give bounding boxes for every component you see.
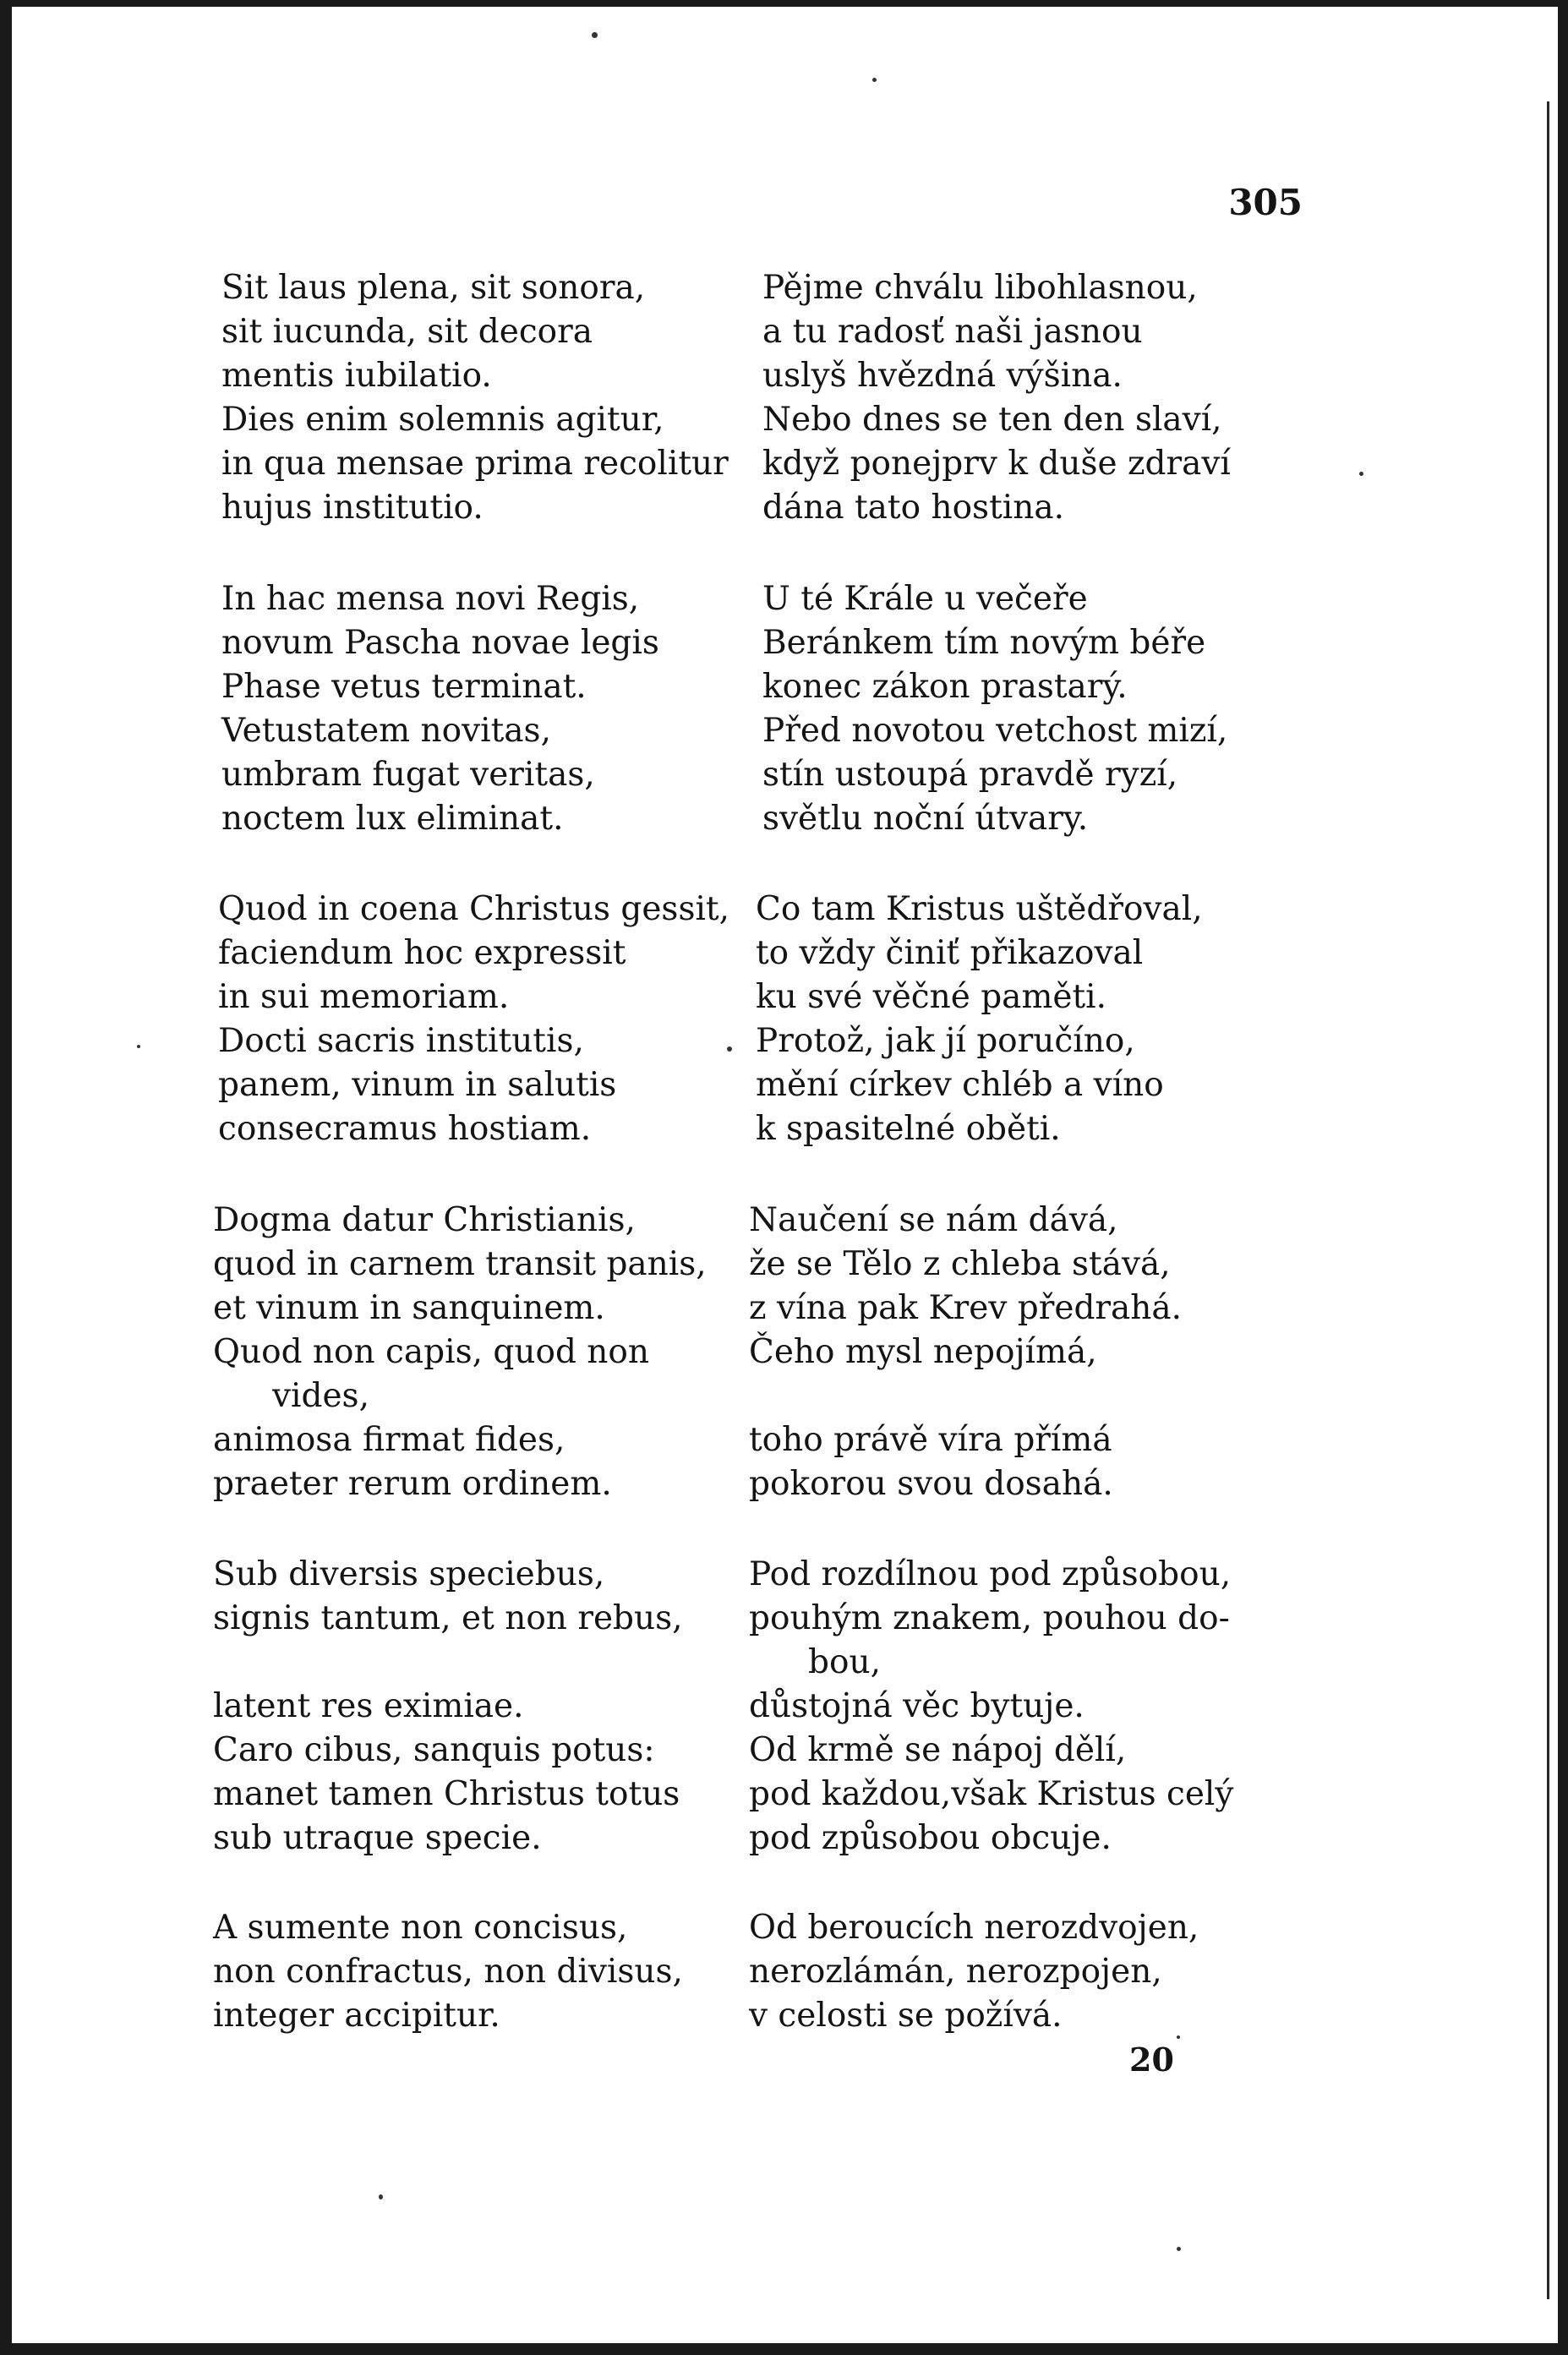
czech-line (749, 1374, 1182, 1418)
latin-line: in sui memoriam. (218, 978, 510, 1016)
page-number-top: 305 (1228, 182, 1303, 223)
latin-line: et vinum in sanquinem. (213, 1289, 605, 1327)
czech-line: Co tam Kristus uštědřoval, (756, 890, 1203, 928)
czech-line: Protož, jak jí poručíno, (756, 1022, 1135, 1060)
czech-line: Před novotou vetchost mizí, (762, 712, 1228, 750)
latin-line: In hac mensa novi Regis, (221, 580, 640, 618)
page-edge-left (0, 0, 12, 2355)
latin-line: praeter rerum ordinem. (213, 1465, 612, 1503)
latin-line: integer accipitur. (213, 1997, 500, 2035)
czech-line: pod každou,však Kristus celý (749, 1775, 1234, 1813)
latin-line: quod in carnem transit panis, (213, 1245, 707, 1283)
czech-column (749, 1199, 1182, 1506)
czech-column (762, 266, 1231, 530)
latin-line: Dies enim solemnis agitur, (221, 401, 664, 439)
czech-column (762, 577, 1227, 841)
latin-line: manet tamen Christus totus (213, 1775, 680, 1813)
czech-line: stín ustoupá pravdě ryzí, (762, 756, 1178, 794)
latin-line: Dogma datur Christianis, (213, 1201, 636, 1239)
czech-line: z vína pak Krev předrahá. (749, 1289, 1183, 1327)
latin-line: mentis iubilatio. (221, 357, 492, 395)
latin-line: A sumente non concisus, (213, 1909, 628, 1947)
czech-line: to vždy činiť přikazoval (756, 934, 1144, 972)
czech-line: Naučení se nám dává, (749, 1201, 1118, 1239)
czech-line: pouhým znakem, pouhou do- (749, 1599, 1230, 1637)
print-speck (872, 78, 877, 82)
print-speck (1177, 2247, 1181, 2251)
czech-line: důstojná věc bytuje. (749, 1687, 1084, 1725)
latin-line: Quod in coena Christus gessit, (218, 890, 729, 928)
czech-column (749, 1553, 1233, 1861)
latin-line: Vetustatem novitas, (221, 712, 551, 750)
print-speck (592, 32, 598, 38)
czech-line: když ponejprv k duše zdraví (762, 445, 1231, 483)
page-number-bottom: 20 (1129, 2041, 1174, 2079)
czech-line: k spasitelné oběti. (756, 1110, 1061, 1148)
czech-line: uslyš hvězdná výšina. (762, 357, 1123, 395)
latin-line: signis tantum, et non rebus, (213, 1599, 683, 1637)
czech-line: že se Tělo z chleba stává, (749, 1245, 1171, 1283)
czech-column (756, 888, 1203, 1151)
latin-line: Quod non capis, quod non (213, 1333, 650, 1371)
print-speck (379, 2194, 383, 2199)
latin-line: panem, vinum in salutis (218, 1066, 617, 1104)
latin-column (221, 266, 729, 530)
print-speck (727, 1046, 732, 1052)
latin-line: non confractus, non divisus, (213, 1953, 683, 1991)
czech-line: pokorou svou dosahá. (749, 1465, 1113, 1503)
latin-column (221, 577, 659, 841)
latin-line: Caro cibus, sanquis potus: (213, 1731, 655, 1769)
latin-line: latent res eximiae. (213, 1687, 524, 1725)
latin-line: faciendum hoc expressit (218, 934, 626, 972)
czech-line: v celosti se požívá. (749, 1997, 1063, 2035)
czech-line: Beránkem tím novým béře (762, 624, 1206, 662)
czech-line: Čeho mysl nepojímá, (749, 1333, 1097, 1371)
latin-line: sit iucunda, sit decora (221, 313, 593, 351)
czech-line: nerozlámán, nerozpojen, (749, 1953, 1162, 1991)
czech-line: toho právě víra přímá (749, 1421, 1112, 1459)
print-speck (1359, 472, 1363, 476)
czech-line: Pod rozdílnou pod způsobou, (749, 1555, 1232, 1593)
latin-line: Phase vetus terminat. (221, 668, 587, 706)
latin-column (213, 1906, 683, 2038)
page-edge-right (1558, 0, 1568, 2355)
latin-column (213, 1199, 707, 1506)
latin-line: hujus institutio. (221, 489, 484, 527)
czech-line: světlu noční útvary. (762, 800, 1089, 838)
czech-line: konec zákon prastarý. (762, 668, 1128, 706)
czech-line: Od beroucích nerozdvojen, (749, 1909, 1199, 1947)
latin-column (218, 888, 729, 1151)
czech-line: Pějme chválu libohlasnou, (762, 269, 1198, 307)
czech-line: Od krmě se nápoj dělí, (749, 1731, 1127, 1769)
latin-line: sub utraque specie. (213, 1819, 542, 1857)
latin-line: vides, (272, 1377, 369, 1415)
page-edge-top (0, 0, 1568, 7)
czech-line: a tu radosť naši jasnou (762, 313, 1143, 351)
latin-line: noctem lux eliminat. (221, 800, 564, 838)
latin-line: novum Pascha novae legis (221, 624, 659, 662)
czech-line: ku své věčné paměti. (756, 978, 1107, 1016)
czech-line: U té Krále u večeře (762, 580, 1088, 618)
latin-line: Sub diversis speciebus, (213, 1555, 605, 1593)
czech-line: dána tato hostina. (762, 489, 1064, 527)
czech-column (749, 1906, 1199, 2038)
czech-line: mění církev chléb a víno (756, 1066, 1164, 1104)
latin-line: in qua mensae prima recolitur (221, 445, 729, 483)
page-edge-right-inner (1547, 101, 1549, 2299)
latin-line: consecramus hostiam. (218, 1110, 592, 1148)
czech-line: pod způsobou obcuje. (749, 1819, 1112, 1857)
print-speck (137, 1045, 140, 1048)
latin-column (213, 1553, 683, 1861)
latin-line: Docti sacris institutis, (218, 1022, 584, 1060)
czech-line: bou, (808, 1643, 881, 1681)
latin-line: animosa firmat fides, (213, 1421, 565, 1459)
page-edge-bottom (0, 2343, 1568, 2355)
latin-line (213, 1641, 683, 1685)
czech-line: Nebo dnes se ten den slaví, (762, 401, 1222, 439)
print-speck (1177, 2035, 1180, 2039)
latin-line: umbram fugat veritas, (221, 756, 595, 794)
latin-line: Sit laus plena, sit sonora, (221, 269, 646, 307)
